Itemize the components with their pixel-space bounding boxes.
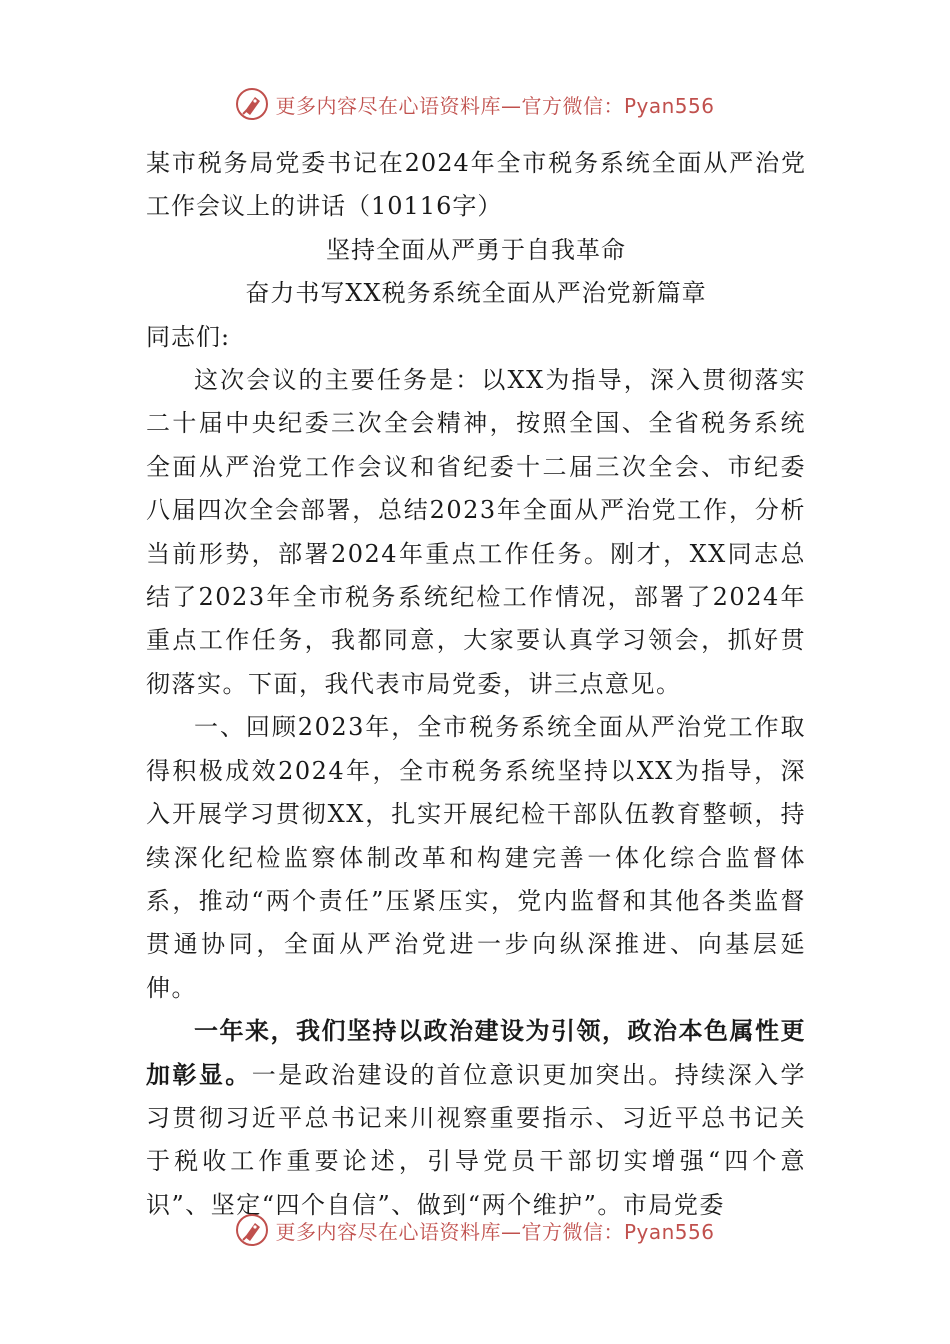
paragraph-3-body: 一是政治建设的首位意识更加突出。持续深入学习贯彻习近平总书记来川视察重要指示、习近平总书记关于税收工作重要论述，引导党员干部切实增强“四个意识”、坚定“四个自信”、做到“两个维护”。市局党委 (146, 1060, 806, 1219)
pen-nib-logo-icon (235, 1213, 269, 1247)
paragraph-3-lead: 一年来，我们坚持以政治建设为引领，政治本色属性更加彰显。 (146, 1017, 806, 1089)
document-title: 某市税务局党委书记在2024年全市税务系统全面从严治党工作会议上的讲话（10116字） (146, 149, 806, 221)
paragraph-2: 一、回顾2023年，全市税务系统全面从严治党工作取得积极成效2024年，全市税务系统坚持以XX为指导，深入开展学习贯彻XX，扎实开展纪检干部队伍教育整顿，持续深化纪检监察体制改革和构建完善一体化综合监督体系，推动“两个责任”压紧压实，党内监督和其他各类监督贯通协同，全面从严治党进一步向纵深推进、向基层延伸。 (146, 713, 806, 1002)
watermark-text: 更多内容尽在心语资料库—官方微信：Pyan556 (275, 1219, 715, 1244)
subtitle-line-2: 奋力书写XX税务系统全面从严治党新篇章 (245, 279, 707, 308)
subtitle-line-1: 坚持全面从严勇于自我革命 (326, 235, 626, 264)
paragraph-3 (146, 1010, 806, 1227)
paragraph-1: 这次会议的主要任务是：以XX为指导，深入贯彻落实二十届中央纪委三次全会精神，按照全国、全省税务系统全面从严治党工作会议和省纪委十二届三次全会、市纪委八届四次全会部署，总结2023年全面从严治党工作，分析当前形势，部署2024年重点工作任务。刚才，XX同志总结了2023年全市税务系统纪检工作情况，部署了2024年重点工作任务，我都同意，大家要认真学习领会，抓好贯彻落实。下面，我代表市局党委，讲三点意见。 (146, 366, 806, 698)
document-body (146, 142, 806, 1227)
watermark-text: 更多内容尽在心语资料库—官方微信：Pyan556 (275, 93, 715, 118)
pen-nib-logo-icon (235, 87, 269, 121)
watermark-header (0, 86, 950, 122)
watermark-footer (0, 1212, 950, 1248)
salutation: 同志们: (146, 322, 231, 351)
